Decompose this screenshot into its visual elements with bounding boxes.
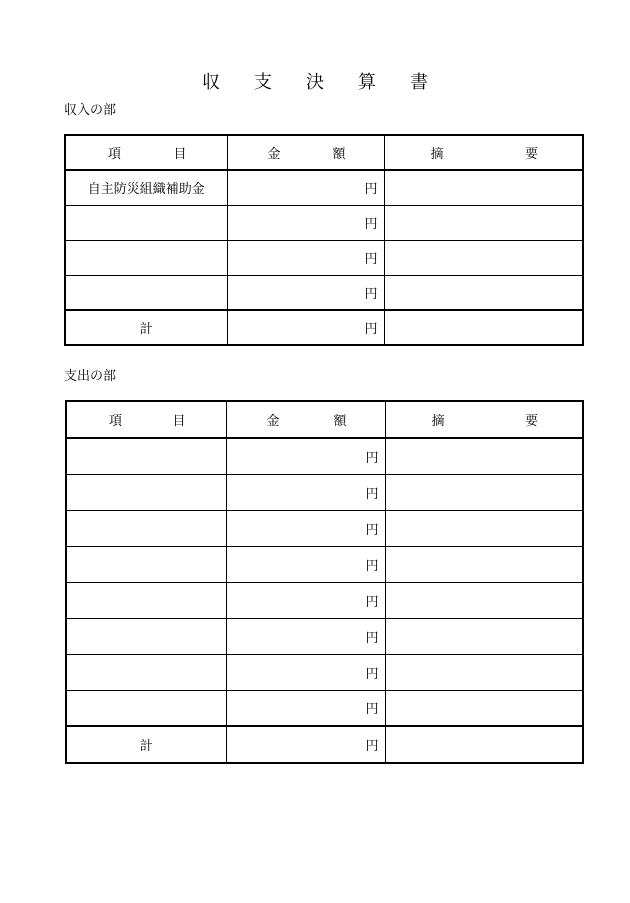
table-row [65, 170, 583, 205]
table-row [65, 205, 583, 240]
income-section-label: 収入の部 [64, 103, 117, 118]
total-memo-cell[interactable] [384, 310, 583, 345]
amount-cell[interactable]: 円 [226, 618, 385, 654]
item-cell[interactable] [66, 474, 226, 510]
table-row [66, 582, 583, 618]
amount-cell[interactable]: 円 [226, 690, 385, 726]
amount-cell[interactable]: 円 [226, 546, 385, 582]
memo-cell[interactable] [384, 275, 583, 310]
table-row [66, 690, 583, 726]
item-cell[interactable]: 自主防災組織補助金 [65, 170, 227, 205]
amount-cell[interactable]: 円 [226, 474, 385, 510]
total-label: 計 [65, 310, 227, 345]
memo-cell[interactable] [384, 170, 583, 205]
title-char: 算 [358, 72, 376, 93]
amount-cell[interactable]: 円 [226, 510, 385, 546]
amount-cell[interactable]: 円 [227, 275, 384, 310]
header-memo: 摘 要 [384, 135, 583, 170]
item-cell[interactable] [66, 438, 226, 474]
expense-table [65, 400, 584, 764]
amount-cell[interactable]: 円 [226, 438, 385, 474]
item-cell[interactable] [65, 240, 227, 275]
header-item: 項 目 [66, 401, 226, 438]
table-row [66, 474, 583, 510]
table-row [66, 618, 583, 654]
item-cell[interactable] [66, 654, 226, 690]
title-char: 支 [254, 72, 272, 93]
memo-cell[interactable] [385, 510, 583, 546]
memo-cell[interactable] [384, 205, 583, 240]
total-row [66, 726, 583, 763]
memo-cell[interactable] [385, 474, 583, 510]
item-cell[interactable] [66, 546, 226, 582]
table-row [66, 654, 583, 690]
memo-cell[interactable] [385, 618, 583, 654]
table-row [65, 240, 583, 275]
expense-section-label: 支出の部 [64, 369, 117, 384]
header-item: 項 目 [65, 135, 227, 170]
title-char: 決 [306, 72, 324, 93]
amount-cell[interactable]: 円 [227, 170, 384, 205]
table-header-row [66, 401, 583, 438]
header-amount: 金 額 [227, 135, 384, 170]
table-row [66, 546, 583, 582]
memo-cell[interactable] [385, 582, 583, 618]
amount-cell[interactable]: 円 [227, 205, 384, 240]
table-header-row [65, 135, 583, 170]
amount-cell[interactable]: 円 [227, 240, 384, 275]
document-title [0, 68, 630, 94]
header-memo: 摘 要 [385, 401, 583, 438]
table-row [66, 510, 583, 546]
total-amount-cell[interactable]: 円 [226, 726, 385, 763]
memo-cell[interactable] [385, 438, 583, 474]
amount-cell[interactable]: 円 [226, 582, 385, 618]
item-cell[interactable] [65, 205, 227, 240]
item-cell[interactable] [66, 582, 226, 618]
item-cell[interactable] [66, 618, 226, 654]
total-memo-cell[interactable] [385, 726, 583, 763]
income-table [64, 134, 584, 346]
memo-cell[interactable] [384, 240, 583, 275]
table-row [66, 438, 583, 474]
total-amount-cell[interactable]: 円 [227, 310, 384, 345]
total-row [65, 310, 583, 345]
item-cell[interactable] [65, 275, 227, 310]
total-label: 計 [66, 726, 226, 763]
memo-cell[interactable] [385, 546, 583, 582]
item-cell[interactable] [66, 690, 226, 726]
title-char: 収 [202, 72, 220, 93]
title-char: 書 [410, 72, 428, 93]
memo-cell[interactable] [385, 690, 583, 726]
amount-cell[interactable]: 円 [226, 654, 385, 690]
table-row [65, 275, 583, 310]
item-cell[interactable] [66, 510, 226, 546]
memo-cell[interactable] [385, 654, 583, 690]
header-amount: 金 額 [226, 401, 385, 438]
